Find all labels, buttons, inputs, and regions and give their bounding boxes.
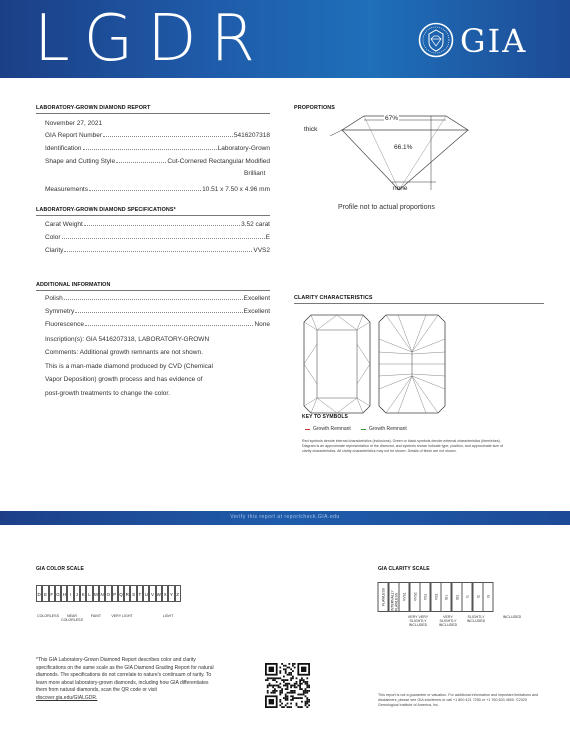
clarity-grade-cell: FLAWLESS	[378, 582, 389, 612]
disclaimer: This report is not a guarantee or valuation. For additional information and important limitations and disclaimers, please see GIA.edu/terms or call +1 800 421 7250 or +1 760 603 4500. ©2020 Gemological Institute of America, Inc.	[378, 693, 539, 707]
specs-section-title: LABORATORY-GROWN DIAMOND SPECIFICATIONS*	[36, 207, 176, 213]
clarity-grade-cell: SI2	[452, 582, 463, 612]
pavilion-plot-diagram	[378, 314, 446, 414]
report-number-row: GIA Report Number 5416207318	[45, 132, 270, 139]
report-section-title: LABORATORY-GROWN DIAMOND REPORT	[36, 105, 151, 111]
key-growth-remnant-green: Growth Remnant	[361, 426, 407, 432]
color-grade-cell: R	[124, 585, 130, 602]
clarity-row: Clarity VVS2	[45, 247, 270, 254]
color-grade-cell: X	[162, 585, 168, 602]
comments-line: Comments: Additional growth remnants are not shown.	[45, 349, 203, 356]
divider	[36, 113, 270, 114]
polish-row: Polish Excellent	[45, 295, 270, 302]
table-percent: 67%	[385, 115, 399, 122]
divider	[36, 215, 270, 216]
qr-code-icon[interactable]	[265, 663, 310, 708]
color-grade-cell: U	[143, 585, 149, 602]
clarity-grade-cell: VS2	[431, 582, 442, 612]
additional-section-title: ADDITIONAL INFORMATION	[36, 282, 111, 288]
divider	[36, 290, 270, 291]
color-grade-cell: Q	[118, 585, 124, 602]
lgdr-logo: LGDR	[34, 2, 269, 76]
depth-percent: 66.1%	[394, 144, 413, 151]
color-grade-cell: W	[156, 585, 162, 602]
carat-row: Carat Weight 3.52 carat	[45, 221, 270, 228]
inscription-text: Inscription(s): GIA 5416207318, LABORATORY-GROWN	[45, 336, 210, 343]
identification-row: Identification Laboratory-Grown	[45, 145, 270, 152]
color-scale-title: GIA COLOR SCALE	[36, 566, 84, 572]
proportions-note: Profile not to actual proportions	[338, 204, 435, 211]
color-grade-cell: V	[149, 585, 155, 602]
color-grade-cell: K	[80, 585, 86, 602]
color-grade-cell: E	[42, 585, 48, 602]
gia-seal-icon	[418, 22, 454, 58]
clarity-notes: Red symbols denote internal characteristics (inclusions). Green or black symbols denote external characteristics (blemishes). Diagram is an approximate representation of the diamond, and symbols shown indicate type, position, and approximate size of clarity characteristics. All clarity characteristics may not be shown. Details of finish are not shown.	[302, 439, 503, 453]
clarity-grade-cell: VVS1	[399, 582, 410, 612]
gia-lgdr-link[interactable]: discover.gia.edu/GIALGDR.	[36, 694, 98, 701]
comments-line: Vapor Deposition) growth process and has evidence of	[45, 376, 203, 383]
clarity-grade-cell: VS1	[420, 582, 431, 612]
color-grade-cell: Z	[175, 585, 181, 602]
shape-continuation: Brilliant	[244, 170, 266, 177]
color-grade-cell: M	[93, 585, 99, 602]
color-grade-cell: P	[112, 585, 118, 602]
clarity-grade-cell: INTERNALLY FLAWLESS	[389, 582, 400, 612]
color-band-label: COLORLESS	[37, 614, 59, 618]
shape-row: Shape and Cutting Style Cut-Cornered Rectangular Modified	[45, 158, 270, 165]
color-grade-cell: L	[86, 585, 92, 602]
proportions-section-title: PROPORTIONS	[294, 105, 335, 111]
clarity-band-label: SLIGHTLY INCLUDED	[466, 615, 486, 624]
color-band-label: LIGHT	[162, 614, 174, 618]
comments-line: This is a man-made diamond produced by CVD (Chemical	[45, 363, 213, 370]
crown-plot-diagram	[303, 314, 371, 414]
clarity-section-title: CLARITY CHARACTERISTICS	[294, 295, 373, 301]
symmetry-row: Symmetry Excellent	[45, 308, 270, 315]
color-grade-cell: G	[55, 585, 61, 602]
comments-line: post-growth treatments to change the color.	[45, 390, 171, 397]
verify-link[interactable]: Verify this report at reportcheck.GIA.edu	[230, 514, 340, 520]
clarity-grade-cell: I3	[483, 582, 494, 612]
clarity-grade-cell: I2	[473, 582, 484, 612]
girdle-label: thick	[304, 126, 318, 133]
clarity-grade-cell: SI1	[441, 582, 452, 612]
color-grade-cell: Y	[168, 585, 174, 602]
growth-remnant-green-icon	[361, 429, 366, 430]
gia-logo: GIA	[460, 22, 528, 60]
clarity-band-label: INCLUDED	[502, 615, 522, 619]
report-date: November 27, 2021	[45, 120, 103, 127]
growth-remnant-red-icon	[305, 429, 310, 430]
clarity-band-label: VERY SLIGHTLY INCLUDED	[438, 615, 458, 628]
color-grade-cell: N	[99, 585, 105, 602]
culet-label: none	[393, 185, 408, 192]
clarity-scale-title: GIA CLARITY SCALE	[378, 566, 430, 572]
clarity-grade-cell: VVS2	[410, 582, 421, 612]
fluorescence-row: Fluorescence None	[45, 321, 270, 328]
color-band-label: FAINT	[90, 614, 102, 618]
color-grade-cell: F	[49, 585, 55, 602]
color-grade-cell: T	[137, 585, 143, 602]
color-grade-cell: D	[36, 585, 42, 602]
divider	[294, 303, 544, 304]
color-band-label: VERY LIGHT	[111, 614, 133, 618]
footnote: *This GIA Laboratory-Grown Diamond Report describes color and clarity specifications on the same scale as the GIA Diamond Grading Report for natural diamonds. The specifications do not correlate to nature's continuum of rarity. To learn more about laboratory-grown diamonds, including how GIA differentiates them from natural diamonds, scan the QR code or visit discover.gia.edu/GIALGDR.	[36, 657, 214, 701]
color-grade-cell: S	[130, 585, 136, 602]
key-to-symbols-title: KEY TO SYMBOLS	[302, 414, 348, 420]
color-band-label: NEAR COLORLESS	[61, 614, 83, 623]
verify-bar	[0, 511, 570, 525]
color-grade-cell: H	[61, 585, 67, 602]
color-scale	[36, 585, 181, 602]
color-row: Color E	[45, 234, 270, 241]
measurements-row: Measurements 10.51 x 7.50 x 4.96 mm	[45, 186, 270, 193]
color-grade-cell: O	[105, 585, 111, 602]
color-grade-cell: I	[67, 585, 73, 602]
color-grade-cell: J	[74, 585, 80, 602]
clarity-scale	[378, 582, 494, 612]
clarity-band-label: VERY VERY SLIGHTLY INCLUDED	[407, 615, 429, 628]
key-growth-remnant-red: Growth Remnant	[305, 426, 351, 432]
header-banner	[0, 0, 570, 78]
clarity-grade-cell: I1	[462, 582, 473, 612]
